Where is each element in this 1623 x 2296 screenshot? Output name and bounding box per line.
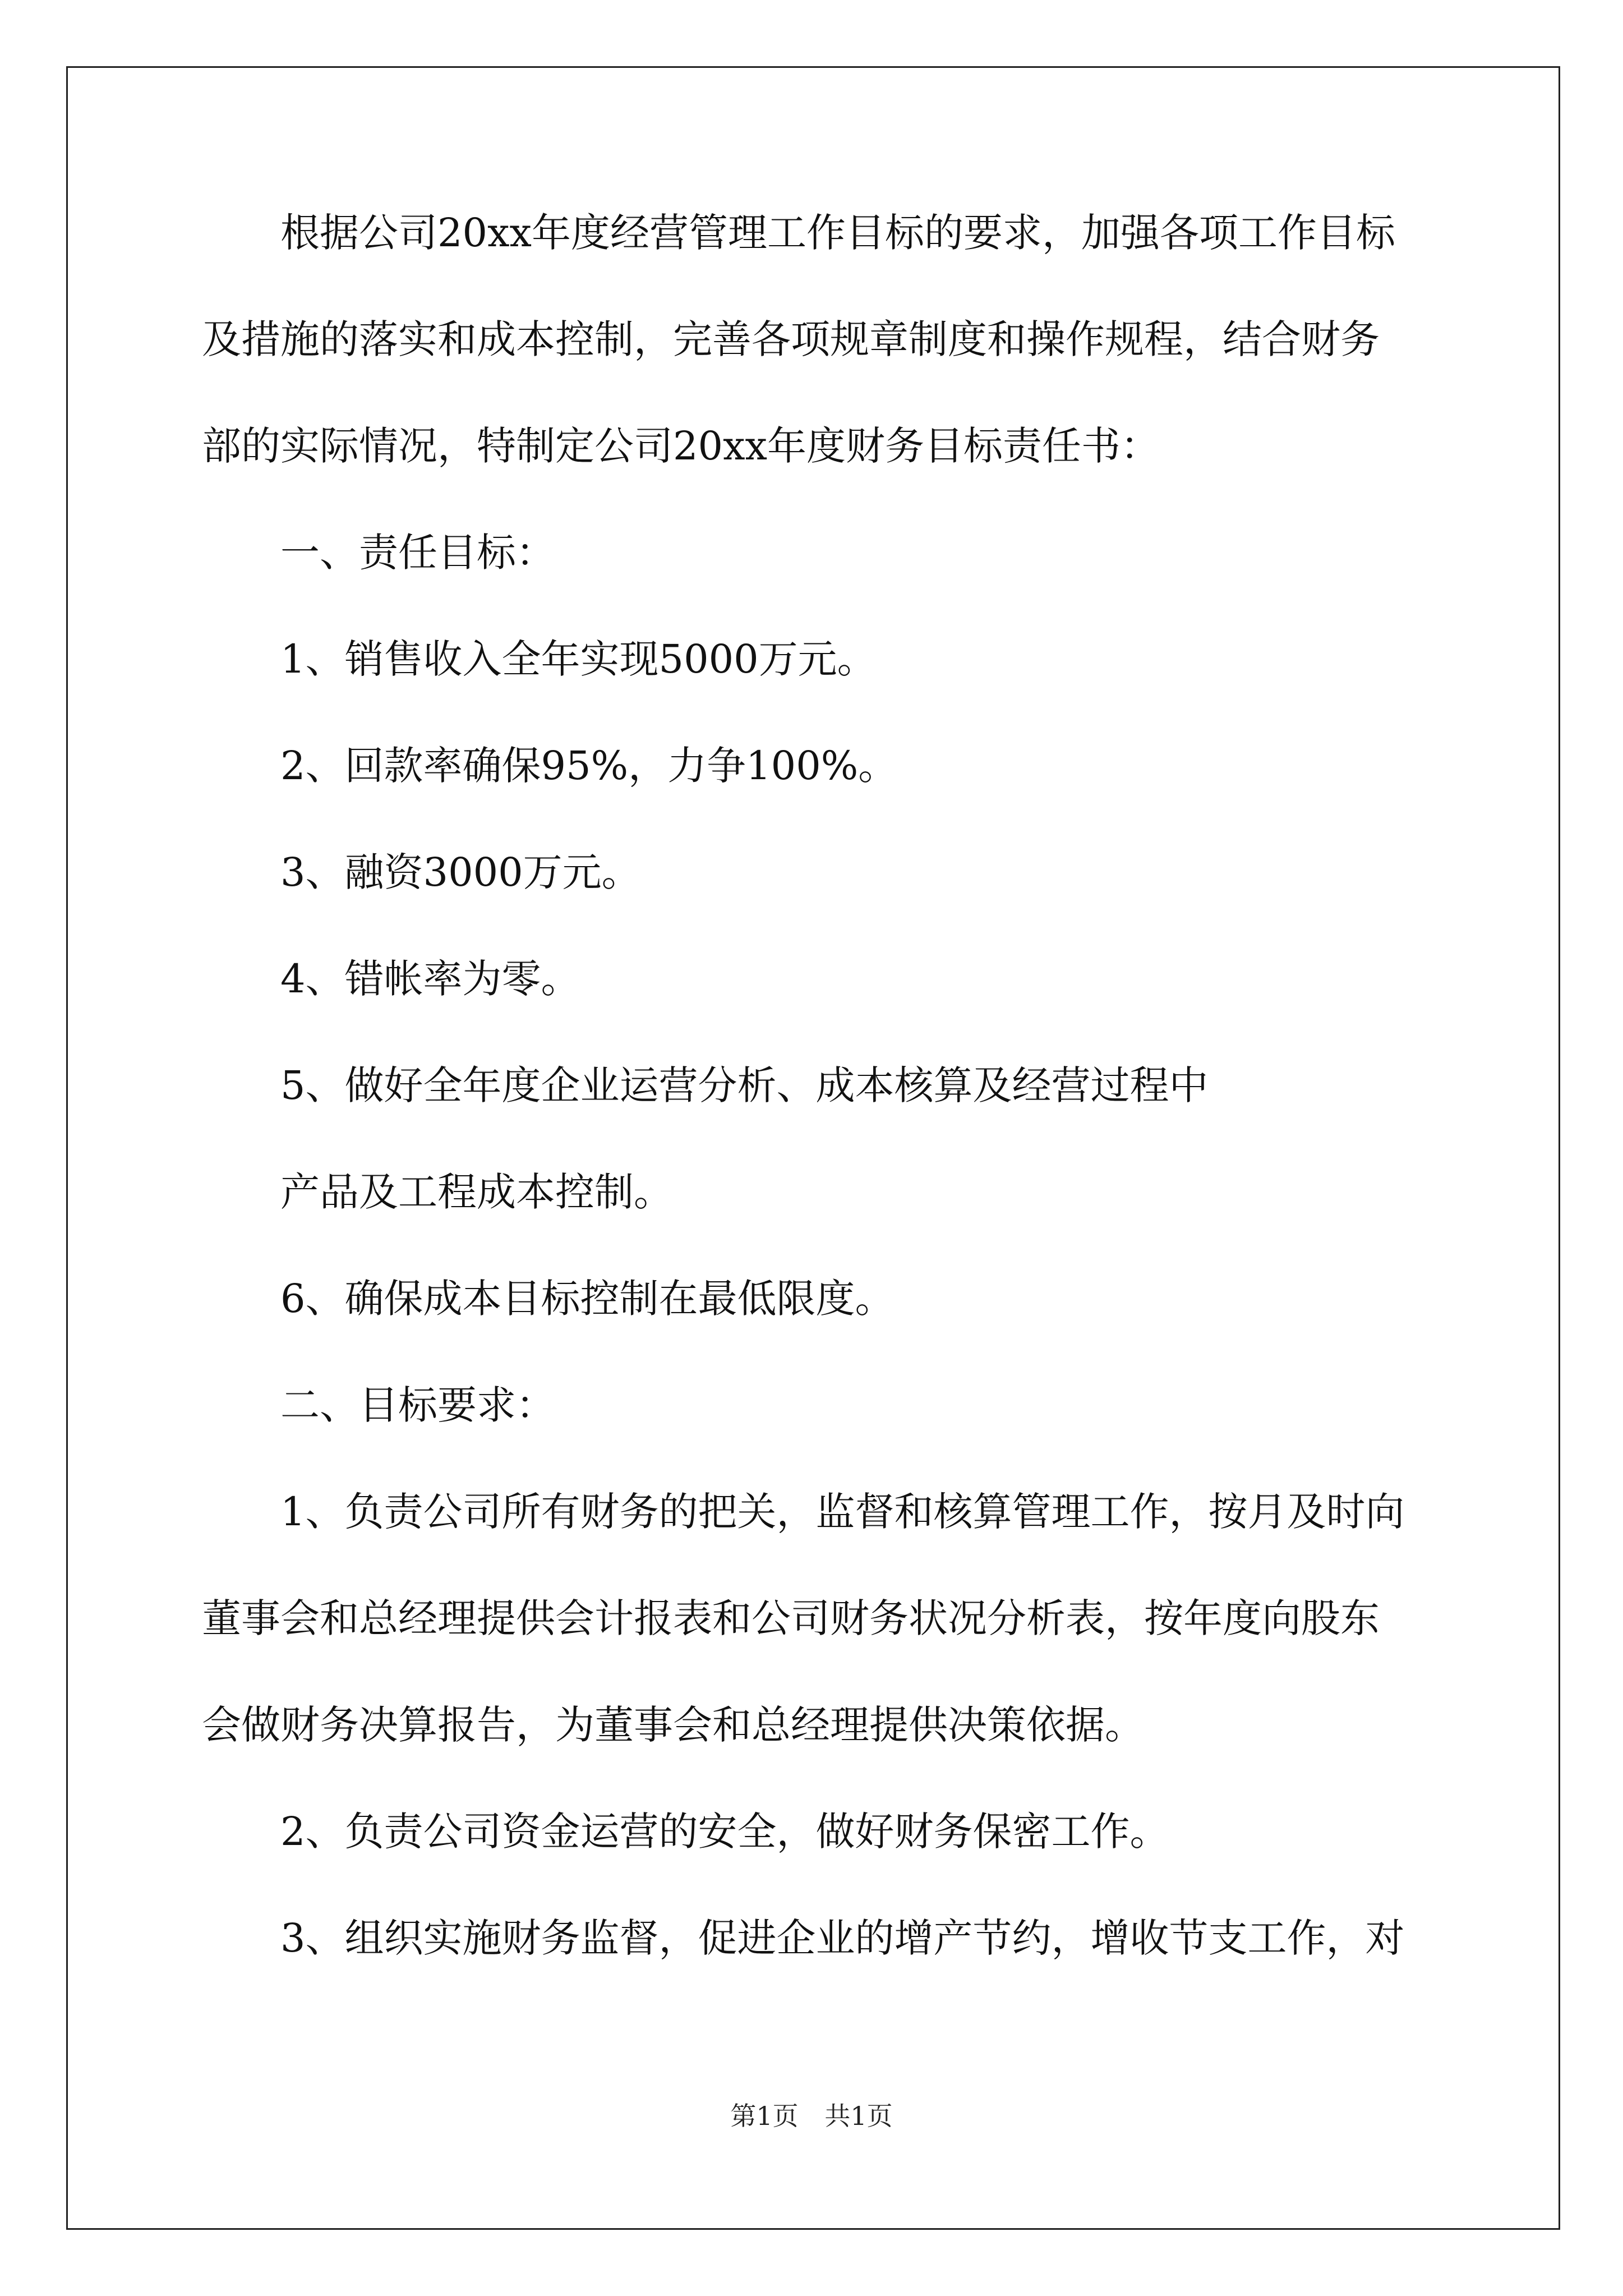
- page-footer: [0, 2099, 1623, 2133]
- page-number-current: 第1页: [730, 2101, 799, 2131]
- list-item-continuation: 会做财务决算报告，为董事会和总经理提供决策依据。: [202, 1702, 1144, 1748]
- list-item: 3、组织实施财务监督，促进企业的增产节约，增收节支工作，对: [280, 1915, 1405, 1961]
- list-item: 2、回款率确保95%，力争100%。: [280, 743, 898, 789]
- list-item: 2、负责公司资金运营的安全，做好财务保密工作。: [280, 1809, 1169, 1855]
- paragraph-line: 部的实际情况，特制定公司20xx年度财务目标责任书：: [202, 423, 1160, 469]
- paragraph-line: 及措施的落实和成本控制，完善各项规章制度和操作规程，结合财务: [202, 316, 1380, 362]
- section-heading: 一、责任目标：: [280, 530, 555, 576]
- list-item: 1、销售收入全年实现5000万元。: [280, 636, 877, 682]
- list-item: 3、融资3000万元。: [280, 849, 641, 895]
- paragraph-line: 根据公司20xx年度经营管理工作目标的要求，加强各项工作目标: [280, 210, 1396, 256]
- list-item: 6、确保成本目标控制在最低限度。: [280, 1276, 895, 1322]
- list-item: 5、做好全年度企业运营分析、成本核算及经营过程中: [280, 1062, 1209, 1108]
- list-item: 4、错帐率为零。: [280, 956, 580, 1002]
- list-item: 1、负责公司所有财务的把关，监督和核算管理工作，按月及时向: [280, 1489, 1405, 1535]
- section-heading: 二、目标要求：: [280, 1382, 555, 1428]
- page-border: [66, 66, 1560, 2230]
- list-item-continuation: 产品及工程成本控制。: [280, 1169, 673, 1215]
- list-item-continuation: 董事会和总经理提供会计报表和公司财务状况分析表，按年度向股东: [202, 1595, 1380, 1641]
- page-number-total: 共1页: [824, 2101, 893, 2131]
